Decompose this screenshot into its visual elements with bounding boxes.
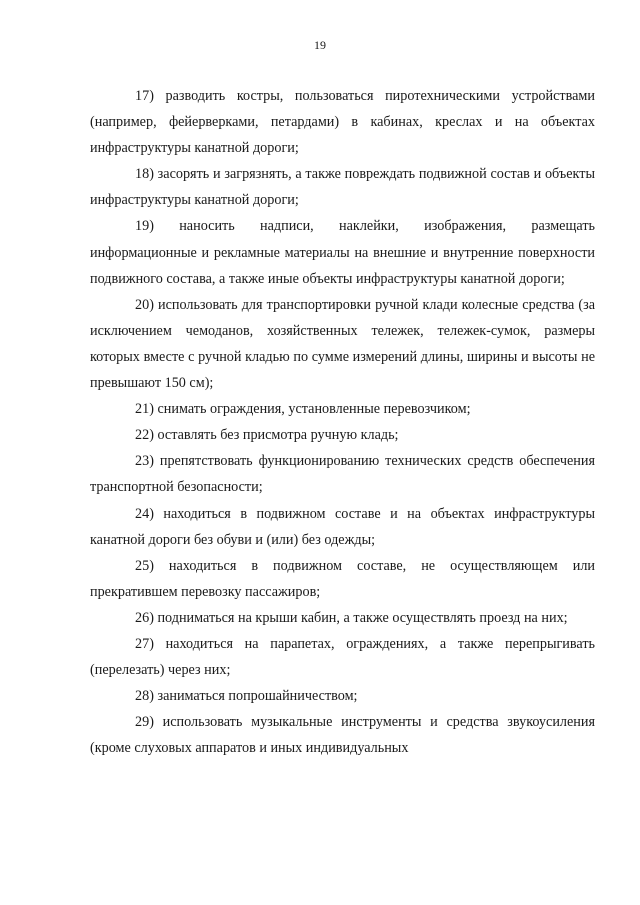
list-item-17: 17) разводить костры, пользоваться пиротехническими устройствами (например, фейерверками, петардами) в кабинах, креслах и на объектах инфраструктуры канатной дороги; [90,88,595,157]
list-item-27: 27) находиться на парапетах, ограждениях, а также перепрыгивать (перелезать) через них; [90,635,595,679]
list-item-29: 29) использовать музыкальные инструменты и средства звукоусиления (кроме слуховых аппаратов и иных индивидуальных [90,714,595,757]
page-number: 19 [314,38,326,52]
list-item-25: 25) находиться в подвижном составе, не осуществляющем или прекратившем перевозку пассажиров; [90,557,595,600]
document-body [90,83,595,761]
list-item-18: 18) засорять и загрязнять, а также повреждать подвижной состав и объекты инфраструктуры канатной дороги; [90,166,595,209]
list-item-22: 22) оставлять без присмотра ручную кладь; [135,427,399,444]
list-item-23: 23) препятствовать функционированию технических средств обеспечения транспортной безопасности; [90,453,595,496]
list-item-26: 26) подниматься на крыши кабин, а также осуществлять проезд на них; [135,609,568,626]
list-item-19: 19) наносить надписи, наклейки, изображения, размещать информационные и рекламные материалы на внешние и внутренние поверхности подвижного состава, а также иные объекты инфраструктуры канатной дороги; [90,218,595,287]
list-item-28: 28) заниматься попрошайничеством; [135,688,358,705]
list-item-24: 24) находиться в подвижном составе и на объектах инфраструктуры канатной дороги без обуви и (или) без одежды; [90,505,595,548]
list-item-20: 20) использовать для транспортировки ручной клади колесные средства (за исключением чемоданов, хозяйственных тележек, тележек-сумок, размеры которых вместе с ручной кладью по сумме измерений длины, ширины и высоты не превышают 150 см); [90,296,595,392]
list-item-21: 21) снимать ограждения, установленные перевозчиком; [135,401,471,418]
